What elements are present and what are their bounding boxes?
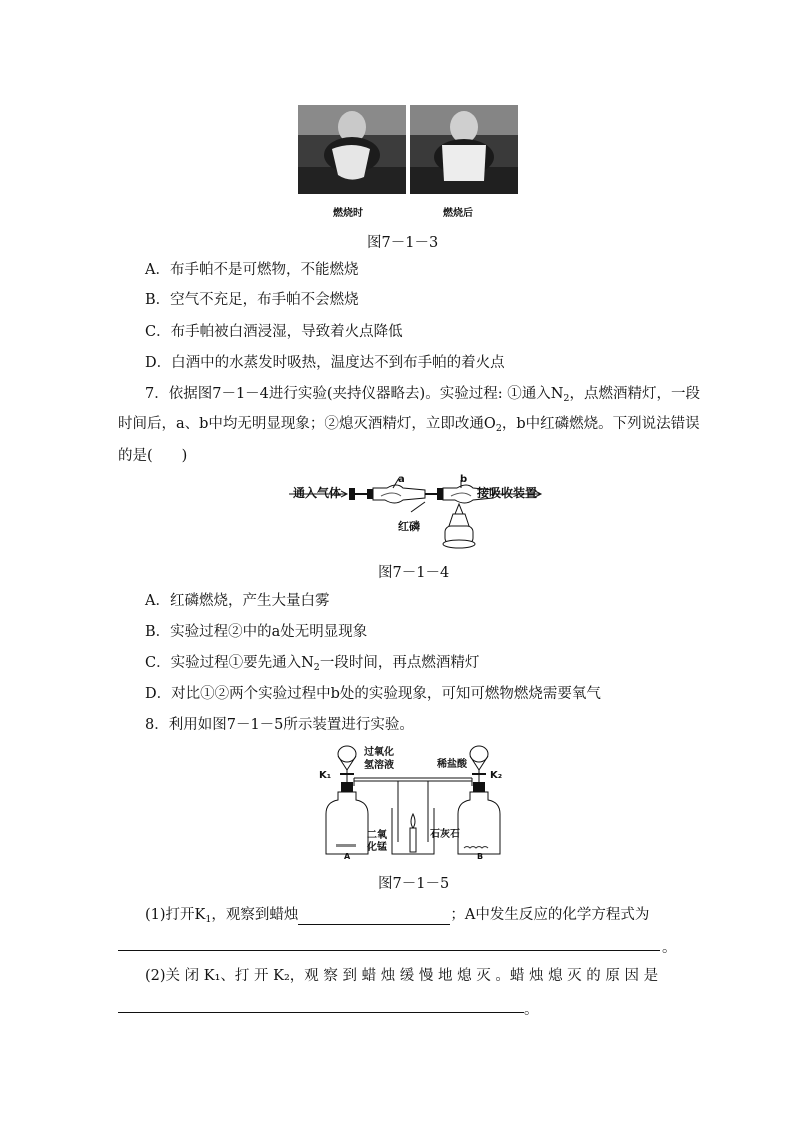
answer-line-1[interactable] bbox=[118, 950, 660, 951]
q7-stem-line2: 时间后，a、b中均无明显现象；②熄灭酒精灯，立即改通$O_2$，b中红磷燃烧。下列说法错误 bbox=[118, 416, 700, 434]
q7-option-a: A．红磷燃烧，产生大量白雾 bbox=[145, 593, 330, 609]
label-k2: K₂ bbox=[490, 770, 503, 781]
answer-blank-1[interactable] bbox=[298, 910, 450, 925]
label-red-phosphorus: 红磷 bbox=[398, 520, 420, 533]
q6-option-d: D．白酒中的水蒸发时吸热，温度达不到布手帕的着火点 bbox=[145, 355, 505, 371]
figure-caption-3: 图7－1－3 bbox=[367, 235, 439, 251]
label-h2o2-2: 氢溶液 bbox=[364, 760, 394, 771]
figure-caption-5: 图7－1－5 bbox=[378, 876, 450, 892]
q8-part2-end: 。 bbox=[524, 1002, 539, 1018]
q6-option-b: B．空气不充足，布手帕不会燃烧 bbox=[145, 292, 359, 308]
label-limestone: 石灰石 bbox=[430, 829, 460, 840]
label-mno2-1: 二氧 bbox=[367, 830, 387, 841]
q8-part1: (1)打开$K_1$，观察到蜡烛 ；A中发生反应的化学方程式为 bbox=[145, 907, 650, 925]
q7-option-b: B．实验过程②中的a处无明显现象 bbox=[145, 624, 368, 640]
photo-label-right: 燃烧后 bbox=[443, 208, 473, 219]
label-mno2-2: 化锰 bbox=[367, 842, 387, 853]
q8-part1-end: 。 bbox=[662, 940, 677, 956]
label-a: a bbox=[398, 474, 405, 485]
q8-part2: (2)关 闭 K₁、打 开 K₂，观 察 到 蜡 烛 缓 慢 地 熄 灭 。蜡 烛 熄 灭 的 原 因 是 bbox=[145, 968, 659, 984]
figure-apparatus-5 bbox=[318, 742, 508, 864]
label-gas-in: 通入气体 bbox=[293, 486, 342, 500]
photo-after-burning bbox=[410, 105, 518, 194]
label-h2o2-1: 过氧化 bbox=[364, 747, 394, 758]
q8-stem: 8．利用如图7－1－5所示装置进行实验。 bbox=[145, 717, 414, 733]
label-hcl: 稀盐酸 bbox=[437, 759, 467, 770]
label-bottle-b: B bbox=[477, 852, 484, 861]
photo-label-left: 燃烧时 bbox=[333, 208, 363, 219]
q7-option-c: C．实验过程①要先通入$N_2$一段时间，再点燃酒精灯 bbox=[145, 655, 480, 673]
label-k1: K₁ bbox=[319, 770, 332, 781]
q6-option-a: A．布手帕不是可燃物，不能燃烧 bbox=[145, 262, 359, 278]
label-b: b bbox=[460, 474, 468, 485]
figure-caption-4: 图7－1－4 bbox=[378, 565, 450, 581]
q7-option-d: D．对比①②两个实验过程中b处的实验现象，可知可燃物燃烧需要氧气 bbox=[145, 686, 601, 702]
label-absorb: 接吸收装置 bbox=[477, 486, 538, 500]
q7-stem-line3: 的是( ) bbox=[118, 448, 188, 464]
q6-option-c: C．布手帕被白酒浸湿，导致着火点降低 bbox=[145, 324, 403, 340]
answer-line-2[interactable] bbox=[118, 1012, 524, 1013]
label-bottle-a: A bbox=[344, 852, 351, 861]
q7-stem-line1: 7．依据图7－1－4进行实验(夹持仪器略去)。实验过程: ①通入$N_2$，点燃酒精灯，一段 bbox=[145, 386, 700, 404]
photo-burning bbox=[298, 105, 406, 194]
